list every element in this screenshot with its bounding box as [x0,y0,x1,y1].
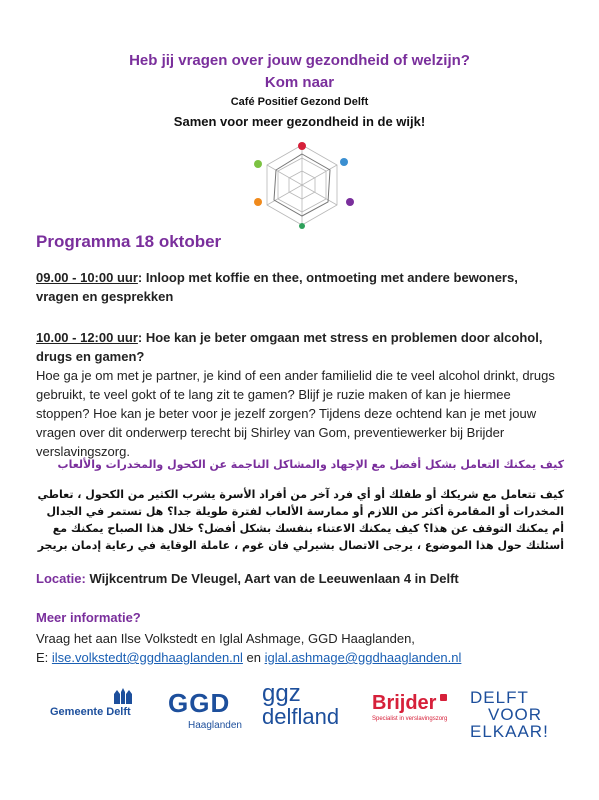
programma-item-2-text: : Hoe kan je beter omgaan met stress en problemen door alcohol, drugs en gamen? [36,330,543,364]
info-title: Meer informatie? [36,610,141,625]
ggd-haaglanden-logo [162,688,242,736]
ggd-text: GGD [168,688,231,718]
header-slogan: Samen voor meer gezondheid in de wijk! [173,114,426,129]
gemeente-delft-logo [50,688,145,728]
info-contact: Vraag het aan Ilse Volkstedt en Iglal Ashmage, GGD Haaglanden, [36,631,415,646]
programma-title: Programma 18 oktober [36,232,222,251]
gemeente-delft-emblem-icon [112,688,134,704]
delft-voor-elkaar-line1: DELFT [470,688,529,707]
arabic-title: كيف يمكنك التعامل بشكل أفضل مع الإجهاد والمشاكل الناجمة عن الكحول والمخدرات والألعاب [57,458,564,471]
brijder-sub-text: Specialist in verslavingszorg [372,716,448,722]
programma-item-1 [36,268,564,306]
header-invite: Kom naar [264,74,335,91]
programma-item-2-body: Hoe ga je om met je partner, je kind of een ander familielid die te veel alcohol drinkt, drugs gebruikt, te veel gokt of te lang zit te gamen? Blijf je ruzie maken of kan je hiermee stoppen? Hoe kan je beter voor je jezelf zorgen? Tijdens deze ochtend kan je met jouw vragen over dit onderwerp terecht bij Shirley van Gom, preventiewerker bij Brijder verslavingszorg. [36,368,555,459]
ggz-delfland-logo [262,680,357,732]
email-link-iglal[interactable]: iglal.ashmage@ggdhaaglanden.nl [264,650,462,665]
programma-item-1-text: : Inloop met koffie en thee, ontmoeting met andere bewoners, vragen en gesprekken [36,270,518,304]
header-question: Heb jij vragen over jouw gezondheid of welzijn? [129,52,470,69]
locatie [36,571,459,586]
info-email-line [36,650,461,665]
ggd-sub-text: Haaglanden [188,720,242,731]
header-cafe-name: Café Positief Gezond Delft [230,96,369,108]
locatie-value: Wijkcentrum De Vleugel, Aart van de Leeuwenlaan 4 in Delft [85,571,459,586]
positive-health-web-icon [222,140,382,230]
programma-item-2 [36,328,564,366]
brijder-logo [372,692,452,732]
locatie-label: Locatie: [36,571,86,586]
delft-voor-elkaar-line3: ELKAAR! [470,722,549,741]
programma-item-2-time: 10.00 - 12:00 uur [36,330,138,345]
delft-voor-elkaar-logo [470,688,560,744]
email-separator: en [242,650,265,665]
delfland-text: delfland [262,704,340,729]
ggz-text: ggz [262,680,301,707]
arabic-body: كيف تتعامل مع شريكك أو طفلك أو أي فرد آخر من أفراد الأسرة يشرب الكثير من الكحول ، تعاطي المخدرات أو المقامرة أكثر من اللازم أو ممارسة الألعاب لفترة طويلة جدا؟ هل تستمر في الجدال أم يمكنك التوقف عن هذا؟ كيف يمكنك الاعتناء بنفسك بشكل أفضل؟ خلال هذا الصباح يمكنك مع أسئلتك حول هذا الموضوع ، يرجى الاتصال بشيرلي فان غوم ، عاملة الوقاية في رعاية إدمان بريجر [37,488,564,552]
gemeente-delft-text: Gemeente Delft [50,706,131,718]
email-prefix: E: [36,650,52,665]
brijder-mark-icon [440,694,447,701]
email-link-ilse[interactable]: ilse.volkstedt@ggdhaaglanden.nl [51,650,243,665]
programma-item-1-time: 09.00 - 10:00 uur [36,270,138,285]
delft-voor-elkaar-line2: VOOR [488,705,543,724]
brijder-text: Brijder [372,692,437,714]
